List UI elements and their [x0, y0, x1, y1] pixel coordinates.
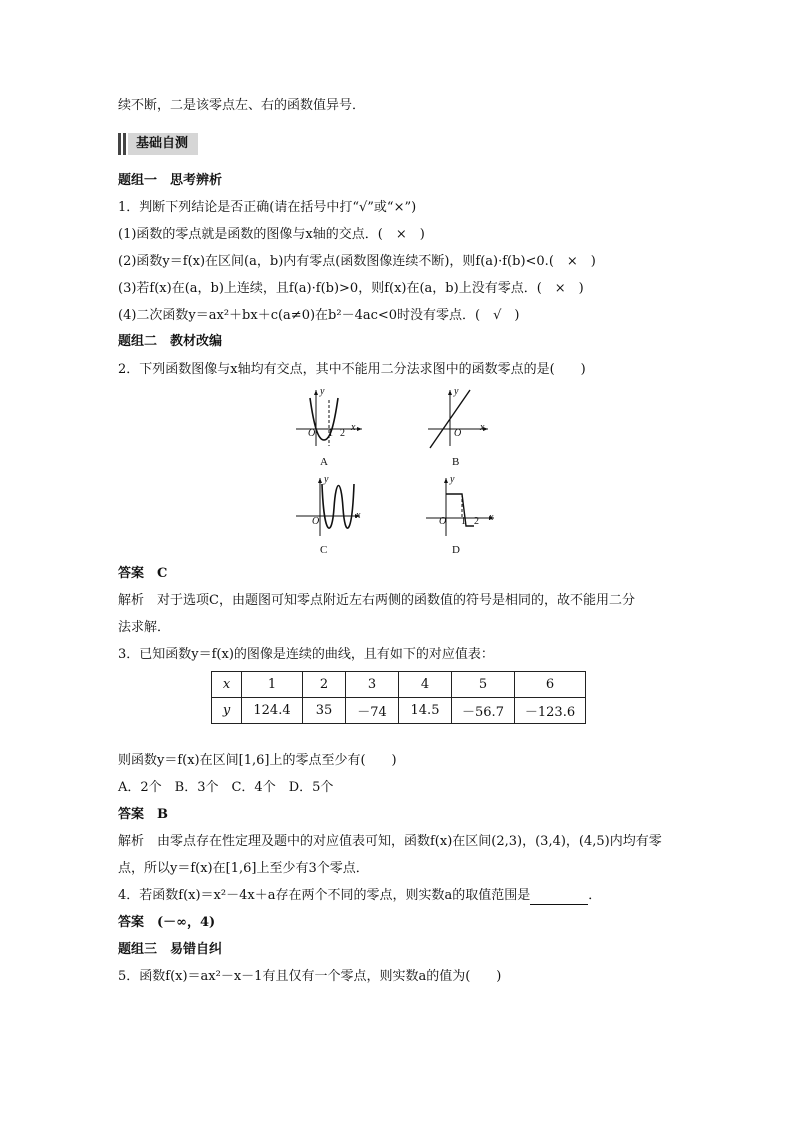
figure-b — [428, 386, 498, 468]
figure-c-graph — [296, 478, 366, 538]
q2-analysis-line2: 法求解． — [118, 620, 171, 635]
q1-item-2: (2)函数y＝f(x)在区间(a，b)内有零点(函数图像连续不断)，则f(a)·f(b)<0.( × ) — [118, 254, 596, 269]
q4-answer-blank — [530, 890, 588, 905]
fig-d-caption: D — [452, 544, 460, 556]
fig-c-caption: C — [320, 544, 328, 556]
table-row — [212, 698, 586, 724]
q1-stem: 1．判断下列结论是否正确(请在括号中打“√”或“×”) — [118, 200, 417, 215]
fig-d-tick-1: 1 — [461, 516, 466, 527]
q3-analysis-line1: 解析 由零点存在性定理及题中的对应值表可知，函数f(x)在区间(2,3)，(3,4)，(4,5)内均有零 — [118, 834, 662, 849]
q1-item-3: (3)若f(x)在(a，b)上连续，且f(a)·f(b)>0，则f(x)在(a，b)上没有零点．( × ) — [118, 281, 584, 296]
fig-a-origin: O — [308, 428, 316, 439]
fig-d-x-label: x — [489, 512, 494, 523]
q1-item-4: (4)二次函数y＝ax²＋bx＋c(a≠0)在b²－4ac<0时没有零点．( √ ) — [118, 308, 520, 323]
fig-a-x-label: x — [351, 422, 356, 433]
table-cell: 35 — [303, 698, 346, 724]
fig-c-y-label: y — [324, 474, 329, 485]
table-cell: 5 — [452, 672, 515, 698]
table-cell: x — [212, 672, 242, 698]
q3-options: A．2个 B．3个 C．4个 D．5个 — [118, 780, 334, 795]
table-row — [212, 672, 586, 698]
group1-heading: 题组一 思考辨析 — [118, 173, 223, 188]
figure-c — [296, 474, 366, 556]
q2-answer: 答案 C — [118, 566, 168, 581]
fig-d-y-label: y — [450, 474, 455, 485]
table-cell: －56.7 — [452, 698, 515, 724]
fig-a-y-label: y — [320, 386, 325, 397]
fig-a-tick-2: 2 — [340, 428, 345, 439]
q4-stem: 4．若函数f(x)＝x²－4x＋a存在两个不同的零点，则实数a的取值范围是 — [118, 888, 531, 903]
fig-c-origin: O — [312, 516, 320, 527]
table-cell: 6 — [515, 672, 586, 698]
q2-stem: 2．下列函数图像与x轴均有交点，其中不能用二分法求图中的函数零点的是( ) — [118, 362, 586, 377]
q3-analysis-line2: 点，所以y＝f(x)在[1,6]上至少有3个零点． — [118, 861, 369, 876]
table-cell: 1 — [242, 672, 303, 698]
q2-analysis-line1: 解析 对于选项C，由题图可知零点附近左右两侧的函数值的符号是相同的，故不能用二分 — [118, 593, 635, 608]
q3-stem: 3．已知函数y＝f(x)的图像是连续的曲线，且有如下的对应值表： — [118, 647, 494, 662]
group2-heading: 题组二 教材改编 — [118, 334, 223, 349]
fig-b-caption: B — [452, 456, 460, 468]
fig-a-caption: A — [320, 456, 328, 468]
table-cell: －123.6 — [515, 698, 586, 724]
fig-b-x-label: x — [480, 422, 485, 433]
figure-a — [296, 386, 366, 468]
q4-stem-line — [118, 887, 601, 905]
fig-b-y-label: y — [454, 386, 459, 397]
figure-a-graph — [296, 388, 366, 448]
table-cell: 4 — [399, 672, 452, 698]
q5-stem: 5．函数f(x)＝ax²－x－1有且仅有一个零点，则实数a的值为( ) — [118, 969, 502, 984]
figure-d — [426, 474, 498, 556]
table-cell: －74 — [346, 698, 399, 724]
q3-answer: 答案 B — [118, 807, 168, 822]
table-cell: 14.5 — [399, 698, 452, 724]
fig-d-tick-2: 2 — [474, 516, 479, 527]
table-cell: 2 — [303, 672, 346, 698]
table-cell: 3 — [346, 672, 399, 698]
q3-question: 则函数y＝f(x)在区间[1,6]上的零点至少有( ) — [118, 753, 397, 768]
value-table — [211, 671, 586, 724]
q4-answer: 答案 (－∞，4) — [118, 915, 216, 930]
fig-c-x-label: x — [356, 510, 361, 521]
group3-heading: 题组三 易错自纠 — [118, 942, 223, 957]
fig-d-origin: O — [439, 516, 447, 527]
figure-b-graph — [428, 388, 498, 448]
section-title: 基础自测 — [128, 133, 198, 155]
figure-d-graph — [426, 478, 498, 538]
table-cell: y — [212, 698, 242, 724]
section-header — [118, 133, 204, 155]
table-cell: 124.4 — [242, 698, 303, 724]
q4-end: ． — [588, 888, 602, 903]
fig-b-origin: O — [454, 428, 462, 439]
section-bars-icon — [118, 133, 126, 155]
fig-a-tick-1: 1 — [328, 428, 333, 439]
q1-item-1: (1)函数的零点就是函数的图像与x轴的交点．( × ) — [118, 227, 425, 242]
intro-line: 续不断，二是该零点左、右的函数值异号． — [118, 98, 366, 113]
